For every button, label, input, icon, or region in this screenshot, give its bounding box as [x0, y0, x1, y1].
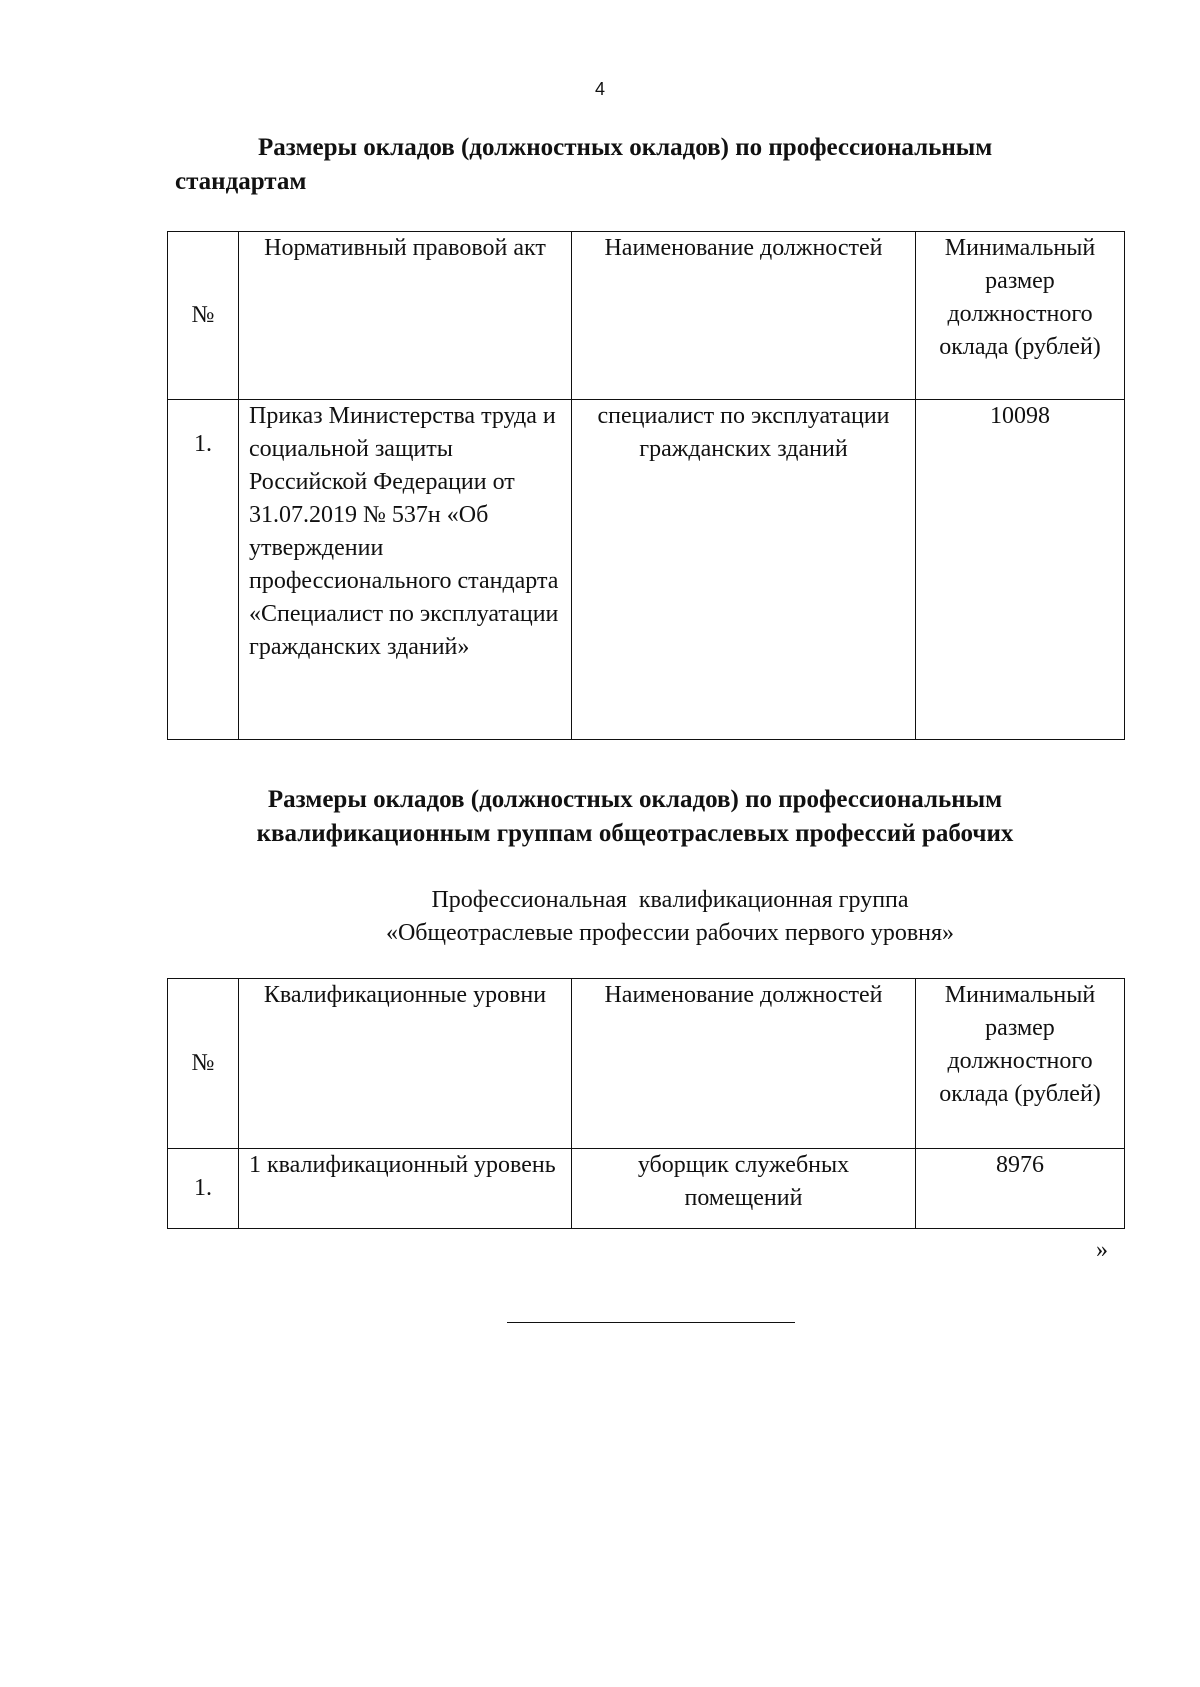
qualification-levels-table	[167, 978, 1125, 1229]
qualification-group-title-line2: «Общеотраслевые профессии рабочих первого уровня»	[385, 920, 955, 946]
table-row	[168, 1149, 1125, 1229]
end-rule	[507, 1322, 795, 1323]
header-act: Нормативный правовой акт	[239, 232, 572, 400]
row-act: Приказ Министерства труда и социальной защиты Российской Федерации от 31.07.2019 № 537н «Об утверждении профессионального стандарта «Специалист по эксплуатации гражданских зданий»	[239, 400, 572, 740]
row-position: специалист по эксплуатации гражданских зданий	[572, 400, 916, 740]
header-level: Квалификационные уровни	[239, 979, 572, 1149]
table-header-row	[168, 232, 1125, 400]
header-position: Наименование должностей	[572, 979, 916, 1149]
header-salary: Минимальный размер должностного оклада (рублей)	[916, 232, 1125, 400]
table-header-row	[168, 979, 1125, 1149]
section2-title: Размеры окладов (должностных окладов) по профессиональным квалификационным группам общеотраслевых профессий рабочих	[256, 786, 1014, 847]
closing-quote: »	[1096, 1237, 1108, 1263]
row-salary: 10098	[916, 400, 1125, 740]
row-num: 1.	[168, 1149, 239, 1229]
page-number: 4	[594, 79, 605, 99]
qualification-group-title-line1: Профессиональная квалификационная группа	[431, 887, 909, 913]
row-position: уборщик служебных помещений	[572, 1149, 916, 1229]
header-position: Наименование должностей	[572, 232, 916, 400]
row-salary: 8976	[916, 1149, 1125, 1229]
row-num: 1.	[168, 400, 239, 740]
qualification-group-title	[310, 884, 1030, 950]
table-row	[168, 400, 1125, 740]
professional-standards-table	[167, 231, 1125, 740]
header-num: №	[168, 232, 239, 400]
row-level: 1 квалификационный уровень	[239, 1149, 572, 1229]
section1-title: Размеры окладов (должностных окладов) по профессиональным стандартам	[175, 134, 993, 195]
header-salary: Минимальный размер должностного оклада (рублей)	[916, 979, 1125, 1149]
header-num: №	[168, 979, 239, 1149]
